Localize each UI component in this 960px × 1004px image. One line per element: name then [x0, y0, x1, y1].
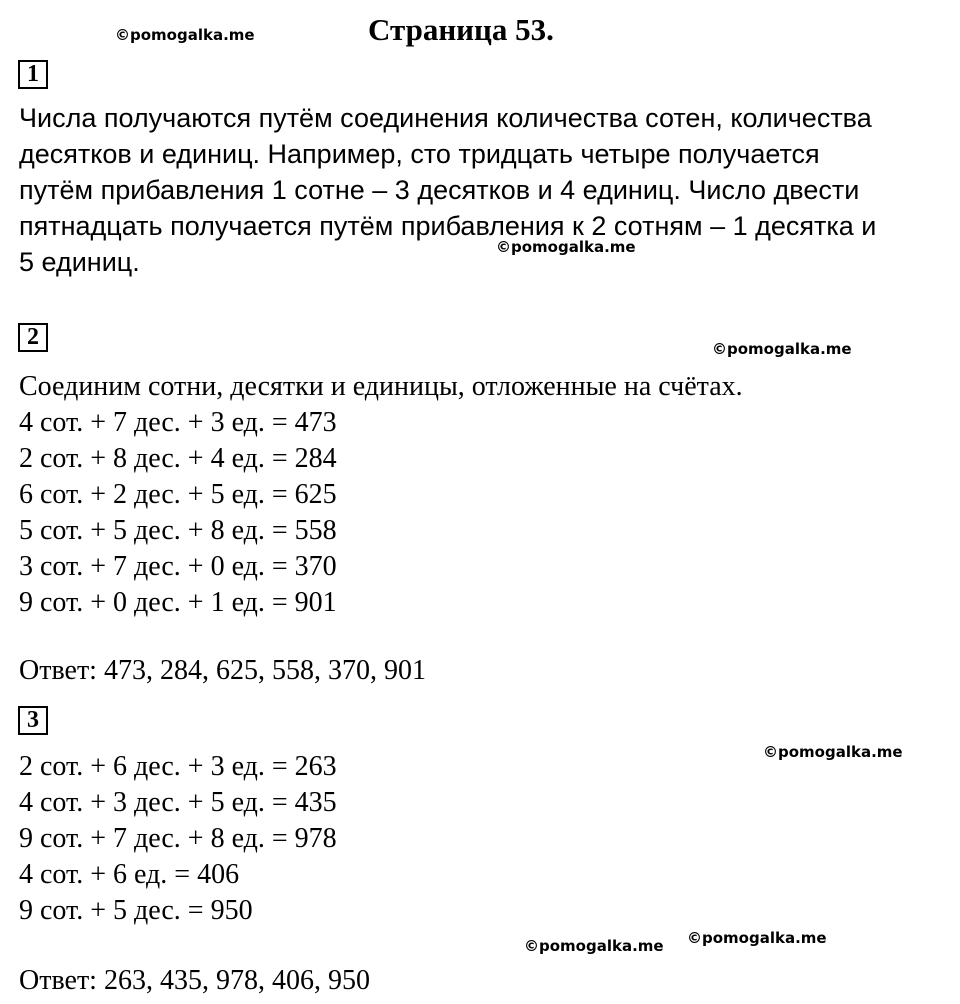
task1-line: пятнадцать получается путём прибавления к 2 сотням – 1 десятка и: [19, 211, 877, 241]
task2-intro: Соединим сотни, десятки и единицы, отложенные на счётах.: [19, 371, 743, 402]
equation-line: 4 сот. + 6 ед. = 406: [19, 859, 240, 890]
task2-text: [19, 369, 743, 621]
task1-line: путём прибавления 1 сотне – 3 десятков и 4 единиц. Число двести: [19, 175, 860, 205]
task1-line: десятков и единиц. Например, сто тридцать четыре получается: [19, 139, 820, 169]
equation-line: 4 сот. + 7 дес. + 3 ед. = 473: [19, 407, 337, 438]
task3-answer: Ответ: 263, 435, 978, 406, 950: [19, 965, 370, 996]
watermark: ©pomogalka.me: [763, 743, 903, 761]
task3-text: [19, 749, 337, 929]
task2-answer: Ответ: 473, 284, 625, 558, 370, 901: [19, 655, 426, 686]
watermark: ©pomogalka.me: [712, 340, 852, 358]
task1-line: Числа получаются путём соединения количества сотен, количества: [19, 103, 872, 133]
equation-line: 3 сот. + 7 дес. + 0 ед. = 370: [19, 551, 337, 582]
watermark: ©pomogalka.me: [115, 26, 255, 44]
page-title: Страница 53.: [368, 12, 554, 47]
watermark: ©pomogalka.me: [524, 937, 664, 955]
equation-line: 9 сот. + 7 дес. + 8 ед. = 978: [19, 823, 337, 854]
watermark: ©pomogalka.me: [496, 238, 636, 256]
task-number-2: 2: [18, 323, 48, 352]
task1-text: [19, 100, 876, 280]
watermark: ©pomogalka.me: [687, 929, 827, 947]
equation-line: 4 сот. + 3 дес. + 5 ед. = 435: [19, 787, 337, 818]
equation-line: 2 сот. + 8 дес. + 4 ед. = 284: [19, 443, 337, 474]
task-number-1: 1: [18, 60, 48, 89]
equation-line: 9 сот. + 5 дес. = 950: [19, 895, 253, 926]
equation-line: 9 сот. + 0 дес. + 1 ед. = 901: [19, 587, 337, 618]
task1-line: 5 единиц.: [19, 247, 140, 277]
task-number-3: 3: [18, 706, 48, 735]
equation-line: 2 сот. + 6 дес. + 3 ед. = 263: [19, 751, 337, 782]
equation-line: 5 сот. + 5 дес. + 8 ед. = 558: [19, 515, 337, 546]
equation-line: 6 сот. + 2 дес. + 5 ед. = 625: [19, 479, 337, 510]
